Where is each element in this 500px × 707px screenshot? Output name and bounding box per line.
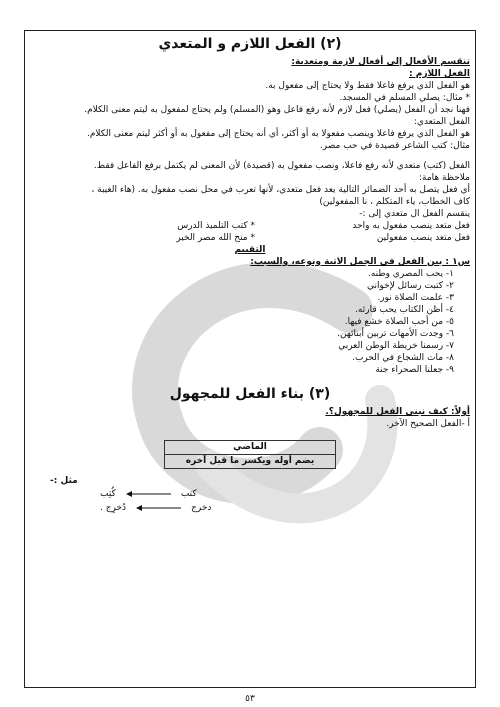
mutaaddi-heading: الفعل المتعدي: bbox=[413, 117, 470, 127]
arrow-icon bbox=[136, 503, 181, 513]
table-header: الماضي bbox=[233, 442, 267, 452]
sentence-list bbox=[30, 268, 470, 376]
list-item: ٥- من أحب الصلاة خشع فيها. bbox=[344, 317, 454, 327]
list-item: ٦- وجدت الأمهات تربين أبنائهن. bbox=[337, 329, 454, 339]
lazim-explanation: فهنا نجد أن الفعل (يصلي) فعل لازم لأنه رفع فاعل وهو (المسلم) ولم يحتاج لمفعول به ليتم معنى الكلام. bbox=[84, 105, 470, 115]
document-body bbox=[30, 34, 470, 515]
division-row-1 bbox=[30, 220, 470, 232]
mutaaddi-definition: هو الفعل الذي يرفع فاعلا وينصب مفعولا به أو أكثر، أي أنه يحتاج إلى مفعول به أو أكثر ليتم معنى الكلام. bbox=[87, 129, 470, 139]
list-item: ٢- كتبت رسائل لإخواني bbox=[366, 281, 454, 291]
lazim-definition: هو الفعل الذي يرفع فاعلا فقط ولا يحتاج إلى مفعول به. bbox=[265, 81, 470, 91]
division-example-2: * منح الله مصر الخير bbox=[176, 233, 255, 243]
section-title-transitive: (٢) الفعل اللازم و المتعدي bbox=[158, 36, 342, 52]
division-example-1: * كتب التلميذ الدرس bbox=[177, 221, 255, 231]
table-rule: يضم أوله ويكسر ما قبل آخره bbox=[165, 454, 335, 468]
list-item: ٧- رسمنا خريطة الوطن العربي bbox=[338, 341, 454, 351]
assessment-heading: التقييم bbox=[234, 245, 266, 255]
list-item: ٣- علمت الصلاة نور. bbox=[377, 293, 454, 303]
active-verb: كتب bbox=[180, 489, 197, 499]
list-item: ٨- مات الشجاع في الحرب. bbox=[352, 353, 454, 363]
note-heading: ملاحظة هامة: bbox=[419, 173, 470, 183]
section-title-passive: (٣) بناء الفعل للمجهول bbox=[169, 386, 331, 402]
division-intro: ينقسم الفعل ال متعدي إلى :- bbox=[359, 209, 470, 219]
page-number: ٥٣ bbox=[245, 694, 255, 704]
division-row-2 bbox=[30, 232, 470, 244]
intro-line: تنقسم الأفعال إلى أفعال لازمة ومتعدية: bbox=[291, 57, 470, 67]
list-item: ١- يحب المصري وطنه. bbox=[368, 269, 454, 279]
note-line-1: أي فعل يتصل به أحد الضمائر التالية يعد فعل متعدي، لأنها تعرب في محل نصب مفعول به. (هاء الغيبة ، bbox=[91, 185, 470, 195]
lazim-heading: الفعل اللازم : bbox=[409, 69, 470, 79]
mutaaddi-explanation: الفعل (كتب) متعدي لأنه رفع فاعلا، ونصب مفعول به (قصيدة) لأن المعنى لم يكتمل برفع الفاعل فقط. bbox=[93, 161, 470, 171]
arrow-icon bbox=[126, 489, 171, 499]
passive-verb: دُخرِج . bbox=[100, 503, 127, 513]
list-item: ٩- جعلنا الصحراء جنة bbox=[375, 365, 454, 375]
example-row-1 bbox=[30, 487, 470, 501]
passive-sub-heading: أ -الفعل الصحيح الآخر. bbox=[386, 419, 470, 429]
list-item: ٤- أظن الكتاب يحب قارئه. bbox=[355, 305, 454, 315]
passive-verb: كُتِب bbox=[100, 489, 116, 499]
example-row-2 bbox=[30, 501, 470, 515]
mutaaddi-example: مثال: كتب الشاعر قصيدة في حب مصر. bbox=[319, 141, 470, 151]
division-type-1: فعل متعد ينصب مفعول به واحد bbox=[352, 221, 470, 231]
past-tense-rule-table bbox=[164, 440, 336, 469]
active-verb: دخرج bbox=[191, 503, 212, 513]
question-1: س١ : بين الفعل في الجمل الاتية ونوعه، والسبب: bbox=[250, 257, 470, 267]
example-label: مثل :- bbox=[50, 476, 78, 486]
lazim-example: * مثال: يصلي المسلم في المسجد. bbox=[339, 93, 470, 103]
passive-first-heading: أولاً: كيف نبنى الفعل للمجهول؟. bbox=[325, 407, 470, 417]
note-line-2: كاف الخطاب، ياء المتكلم ، نا المفعولين) bbox=[319, 197, 470, 207]
division-type-2: فعل متعد ينصب مفعولين bbox=[376, 233, 470, 243]
